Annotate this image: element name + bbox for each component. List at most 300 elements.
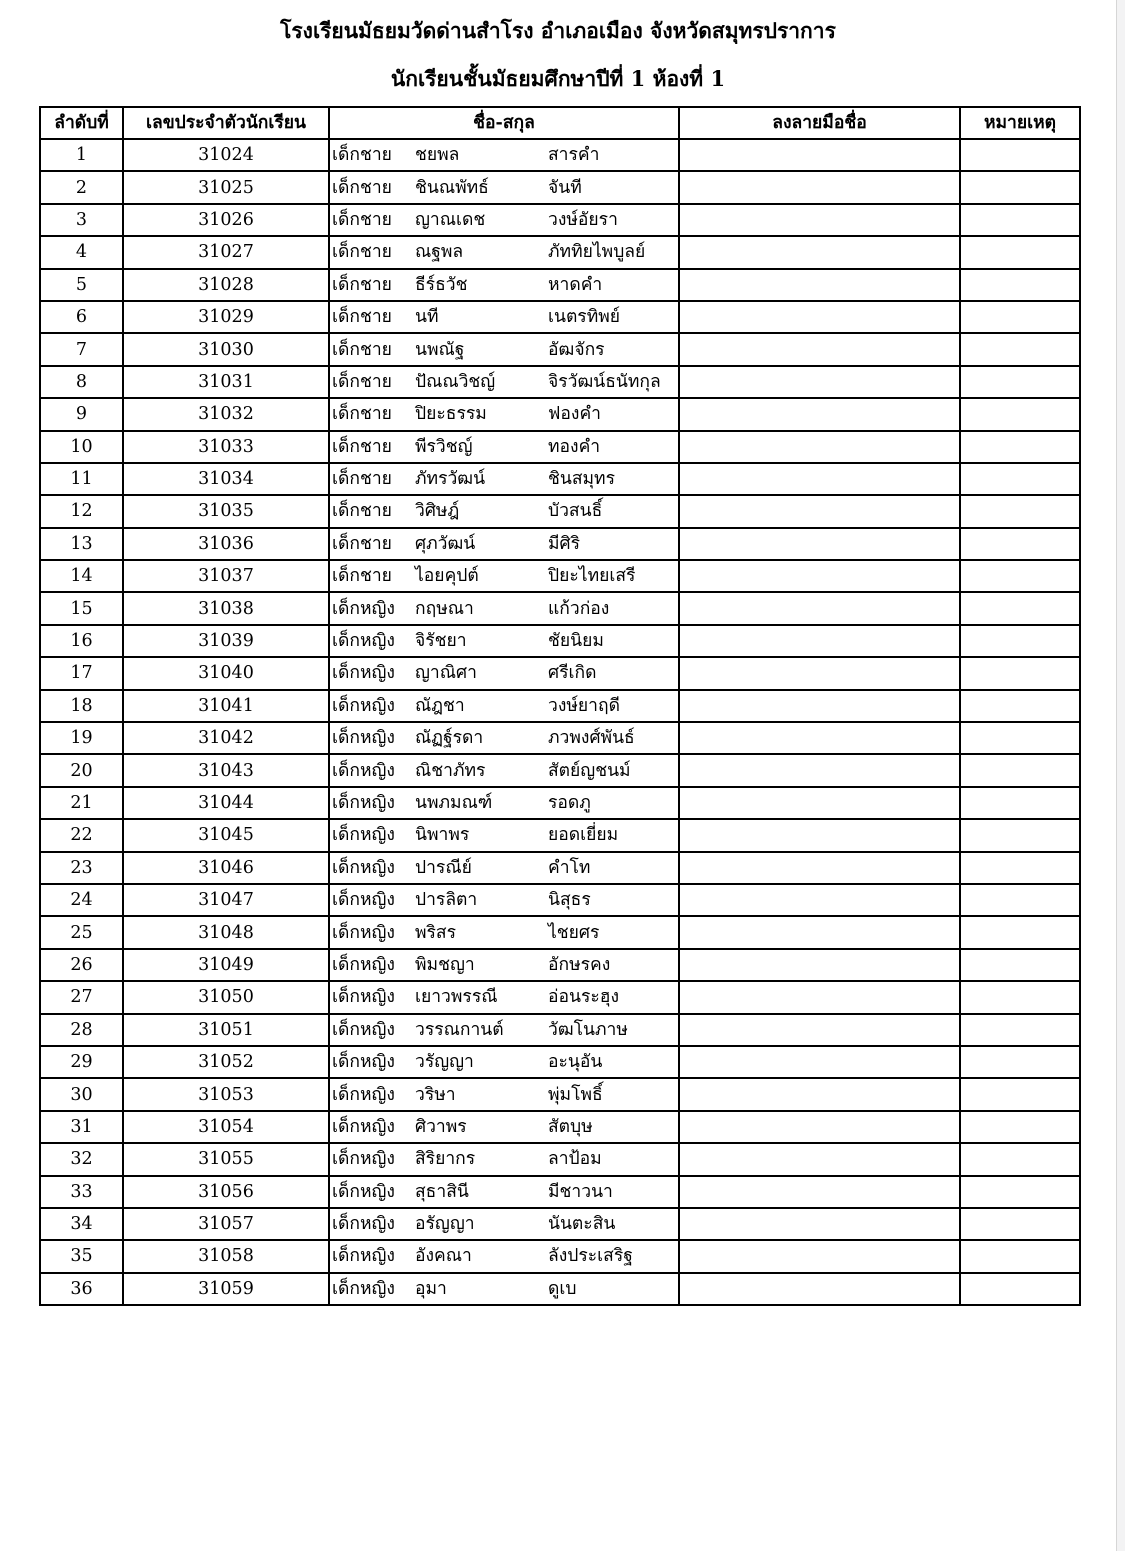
signature-cell[interactable]	[679, 366, 960, 398]
last-name: รอดภู	[548, 793, 591, 813]
remark-cell[interactable]	[960, 1046, 1080, 1078]
last-name: นันตะสิน	[548, 1214, 616, 1235]
row-student-id: 31034	[123, 463, 329, 495]
row-order: 21	[40, 787, 123, 819]
class-subtitle: นักเรียนชั้นมัธยมศึกษาปีที่ 1 ห้องที่ 1	[390, 66, 726, 91]
name-title: เด็กหญิง	[332, 922, 395, 943]
row-order: 13	[40, 528, 123, 560]
name-title: เด็กหญิง	[332, 987, 395, 1008]
first-name: วรรณกานต์	[415, 1019, 504, 1040]
row-order: 17	[40, 657, 123, 689]
row-order: 27	[40, 981, 123, 1013]
remark-cell[interactable]	[960, 852, 1080, 884]
row-order: 15	[40, 592, 123, 624]
signature-cell[interactable]	[679, 333, 960, 365]
remark-cell[interactable]	[960, 139, 1080, 171]
name-title: เด็กหญิง	[332, 1214, 395, 1235]
row-full-name	[329, 1176, 679, 1208]
table-row	[40, 1240, 1080, 1272]
row-full-name	[329, 398, 679, 430]
last-name: อะนุอัน	[548, 1052, 603, 1073]
table-row	[40, 560, 1080, 592]
row-student-id: 31048	[123, 916, 329, 948]
last-name: วงษ์อัยรา	[548, 209, 618, 230]
row-order: 29	[40, 1046, 123, 1078]
first-name: ชยพล	[415, 145, 460, 166]
row-order: 30	[40, 1078, 123, 1110]
row-full-name	[329, 884, 679, 916]
table-row	[40, 1046, 1080, 1078]
remark-cell[interactable]	[960, 1111, 1080, 1143]
row-student-id: 31031	[123, 366, 329, 398]
row-student-id: 31028	[123, 269, 329, 301]
remark-cell[interactable]	[960, 269, 1080, 301]
row-student-id: 31037	[123, 560, 329, 592]
signature-cell[interactable]	[679, 528, 960, 560]
table-row	[40, 528, 1080, 560]
first-name: กฤษณา	[415, 598, 474, 619]
last-name: ทองคำ	[548, 436, 601, 457]
row-student-id: 31036	[123, 528, 329, 560]
row-full-name	[329, 787, 679, 819]
remark-cell[interactable]	[960, 171, 1080, 203]
row-full-name	[329, 754, 679, 786]
last-name: จิรวัฒน์ธนัทกุล	[548, 371, 661, 392]
name-title: เด็กชาย	[332, 436, 392, 457]
row-student-id: 31044	[123, 787, 329, 819]
row-full-name	[329, 204, 679, 236]
remark-cell[interactable]	[960, 754, 1080, 786]
signature-cell[interactable]	[679, 787, 960, 819]
first-name: ปารณีย์	[415, 857, 472, 878]
name-title: เด็กชาย	[332, 469, 392, 490]
table-row	[40, 495, 1080, 527]
row-order: 35	[40, 1240, 123, 1272]
signature-cell[interactable]	[679, 1046, 960, 1078]
row-student-id: 31039	[123, 625, 329, 657]
row-full-name	[329, 1143, 679, 1175]
signature-cell[interactable]	[679, 916, 960, 948]
row-order: 23	[40, 852, 123, 884]
remark-cell[interactable]	[960, 366, 1080, 398]
row-student-id: 31043	[123, 754, 329, 786]
signature-cell[interactable]	[679, 884, 960, 916]
row-full-name	[329, 528, 679, 560]
name-title: เด็กชาย	[332, 274, 392, 295]
row-order: 22	[40, 819, 123, 851]
name-title: เด็กหญิง	[332, 793, 395, 813]
last-name: วัฒโนภาษ	[548, 1019, 628, 1040]
row-full-name	[329, 1208, 679, 1240]
first-name: ชินณพัทธ์	[415, 177, 489, 198]
row-order: 28	[40, 1014, 123, 1046]
first-name: อังคณา	[415, 1246, 472, 1267]
first-name: นพณัฐ	[415, 339, 465, 360]
row-full-name	[329, 916, 679, 948]
table-row	[40, 1078, 1080, 1110]
last-name: คำโท	[548, 857, 591, 878]
first-name: สุธาสินี	[415, 1181, 469, 1202]
row-student-id: 31056	[123, 1176, 329, 1208]
name-title: เด็กชาย	[332, 566, 392, 587]
first-name: เยาวพรรณี	[415, 987, 498, 1008]
row-student-id: 31046	[123, 852, 329, 884]
signature-cell[interactable]	[679, 171, 960, 203]
signature-cell[interactable]	[679, 1240, 960, 1272]
name-title: เด็กหญิง	[332, 1019, 395, 1040]
signature-cell[interactable]	[679, 1111, 960, 1143]
row-order: 32	[40, 1143, 123, 1175]
signature-cell[interactable]	[679, 981, 960, 1013]
name-title: เด็กชาย	[332, 145, 392, 166]
row-full-name	[329, 171, 679, 203]
row-order: 6	[40, 301, 123, 333]
row-student-id: 31053	[123, 1078, 329, 1110]
table-row	[40, 981, 1080, 1013]
name-title: เด็กหญิง	[332, 1181, 395, 1202]
remark-cell[interactable]	[960, 301, 1080, 333]
signature-cell[interactable]	[679, 1014, 960, 1046]
first-name: ปัณณวิชญ์	[415, 371, 496, 392]
remark-cell[interactable]	[960, 884, 1080, 916]
last-name: นิสุธร	[548, 890, 591, 911]
row-full-name	[329, 269, 679, 301]
remark-cell[interactable]	[960, 1014, 1080, 1046]
row-order: 1	[40, 139, 123, 171]
last-name: วงษ์ยาฤดี	[548, 695, 620, 716]
table-row	[40, 463, 1080, 495]
signature-cell[interactable]	[679, 495, 960, 527]
name-title: เด็กหญิง	[332, 728, 395, 749]
first-name: ไอยคุปต์	[415, 566, 479, 587]
remark-cell[interactable]	[960, 1176, 1080, 1208]
row-full-name	[329, 1111, 679, 1143]
row-full-name	[329, 722, 679, 754]
first-name: ญาณิศา	[415, 663, 477, 684]
remark-cell[interactable]	[960, 981, 1080, 1013]
remark-cell[interactable]	[960, 625, 1080, 657]
signature-cell[interactable]	[679, 754, 960, 786]
row-student-id: 31058	[123, 1240, 329, 1272]
row-full-name	[329, 366, 679, 398]
last-name: ไชยศร	[548, 922, 600, 943]
row-student-id: 31029	[123, 301, 329, 333]
signature-cell[interactable]	[679, 852, 960, 884]
first-name: อรัญญา	[415, 1214, 475, 1235]
row-order: 34	[40, 1208, 123, 1240]
signature-cell[interactable]	[679, 1078, 960, 1110]
table-row	[40, 1208, 1080, 1240]
first-name: นพภมณฑ์	[415, 793, 493, 813]
name-title: เด็กหญิง	[332, 1278, 395, 1299]
first-name: ณัฎชา	[415, 695, 465, 716]
signature-cell[interactable]	[679, 690, 960, 722]
name-title: เด็กชาย	[332, 177, 392, 198]
remark-cell[interactable]	[960, 592, 1080, 624]
name-title: เด็กหญิง	[332, 825, 395, 846]
row-order: 19	[40, 722, 123, 754]
remark-cell[interactable]	[960, 528, 1080, 560]
row-student-id: 31050	[123, 981, 329, 1013]
last-name: อ่อนระฮุง	[548, 987, 620, 1008]
remark-cell[interactable]	[960, 463, 1080, 495]
remark-cell[interactable]	[960, 949, 1080, 981]
signature-cell[interactable]	[679, 236, 960, 268]
row-student-id: 31026	[123, 204, 329, 236]
remark-cell[interactable]	[960, 431, 1080, 463]
name-title: เด็กหญิง	[332, 857, 395, 878]
signature-cell[interactable]	[679, 398, 960, 430]
signature-cell[interactable]	[679, 819, 960, 851]
table-row	[40, 1176, 1080, 1208]
row-student-id: 31038	[123, 592, 329, 624]
row-full-name	[329, 592, 679, 624]
signature-cell[interactable]	[679, 625, 960, 657]
table-row	[40, 398, 1080, 430]
row-full-name	[329, 236, 679, 268]
name-title: เด็กหญิง	[332, 760, 395, 781]
last-name: ชินสมุทร	[548, 469, 615, 490]
last-name: ชัยนิยม	[548, 631, 604, 652]
table-row	[40, 171, 1080, 203]
remark-cell[interactable]	[960, 1078, 1080, 1110]
last-name: เนตรทิพย์	[548, 307, 621, 328]
table-row	[40, 592, 1080, 624]
row-order: 26	[40, 949, 123, 981]
name-title: เด็กชาย	[332, 533, 392, 554]
table-row	[40, 722, 1080, 754]
first-name: พิมชญา	[415, 954, 475, 975]
row-student-id: 31052	[123, 1046, 329, 1078]
remark-cell[interactable]	[960, 1240, 1080, 1272]
table-row	[40, 333, 1080, 365]
last-name: อักษรคง	[548, 954, 611, 975]
row-student-id: 31030	[123, 333, 329, 365]
name-title: เด็กชาย	[332, 307, 392, 328]
row-order: 8	[40, 366, 123, 398]
first-name: วิศิษฎ์	[415, 501, 460, 522]
row-order: 16	[40, 625, 123, 657]
last-name: มีศิริ	[548, 533, 581, 554]
signature-cell[interactable]	[679, 592, 960, 624]
table-row	[40, 884, 1080, 916]
table-row	[40, 657, 1080, 689]
table-row	[40, 431, 1080, 463]
remark-cell[interactable]	[960, 1208, 1080, 1240]
row-full-name	[329, 431, 679, 463]
name-title: เด็กหญิง	[332, 695, 395, 716]
row-full-name	[329, 495, 679, 527]
row-full-name	[329, 1046, 679, 1078]
signature-cell[interactable]	[679, 301, 960, 333]
row-student-id: 31045	[123, 819, 329, 851]
row-full-name	[329, 1240, 679, 1272]
last-name: ลาป้อม	[548, 1149, 602, 1170]
row-order: 25	[40, 916, 123, 948]
table-row	[40, 819, 1080, 851]
first-name: ศิวาพร	[415, 1116, 467, 1137]
last-name: หาดคำ	[548, 274, 603, 295]
remark-cell[interactable]	[960, 787, 1080, 819]
row-order: 24	[40, 884, 123, 916]
table-row	[40, 1143, 1080, 1175]
name-title: เด็กชาย	[332, 339, 392, 360]
signature-cell[interactable]	[679, 722, 960, 754]
first-name: ณิชาภัทร	[415, 760, 486, 781]
remark-cell[interactable]	[960, 560, 1080, 592]
name-title: เด็กหญิง	[332, 663, 395, 684]
row-student-id: 31035	[123, 495, 329, 527]
remark-cell[interactable]	[960, 333, 1080, 365]
last-name: ลังประเสริฐ	[548, 1246, 633, 1267]
first-name: สิริยากร	[415, 1149, 476, 1170]
row-order: 31	[40, 1111, 123, 1143]
table-row	[40, 787, 1080, 819]
student-roster-table	[39, 106, 1081, 1306]
signature-cell[interactable]	[679, 1143, 960, 1175]
signature-cell[interactable]	[679, 269, 960, 301]
name-title: เด็กหญิง	[332, 1052, 395, 1073]
row-student-id: 31033	[123, 431, 329, 463]
table-row	[40, 1111, 1080, 1143]
name-title: เด็กชาย	[332, 242, 392, 263]
first-name: ปิยะธรรม	[415, 404, 487, 425]
name-title: เด็กหญิง	[332, 1116, 395, 1137]
row-order: 2	[40, 171, 123, 203]
row-full-name	[329, 690, 679, 722]
last-name: ฟองคำ	[548, 404, 601, 425]
row-order: 36	[40, 1273, 123, 1305]
last-name: จันที	[548, 177, 582, 198]
remark-cell[interactable]	[960, 1143, 1080, 1175]
first-name: นที	[415, 307, 439, 328]
signature-cell[interactable]	[679, 949, 960, 981]
signature-cell[interactable]	[679, 463, 960, 495]
last-name: มีชาวนา	[548, 1181, 613, 1202]
table-row	[40, 1273, 1080, 1305]
remark-cell[interactable]	[960, 722, 1080, 754]
row-student-id: 31059	[123, 1273, 329, 1305]
row-student-id: 31040	[123, 657, 329, 689]
row-full-name	[329, 949, 679, 981]
last-name: ภัททิยไพบูลย์	[548, 242, 646, 263]
last-name: สัตย์ญชนม์	[548, 760, 631, 781]
row-order: 9	[40, 398, 123, 430]
remark-cell[interactable]	[960, 398, 1080, 430]
row-student-id: 31041	[123, 690, 329, 722]
table-row	[40, 949, 1080, 981]
first-name: ภัทรวัฒน์	[415, 469, 486, 490]
school-title: โรงเรียนมัธยมวัดด่านสำโรง อำเภอเมือง จังหวัดสมุทรปราการ	[280, 18, 836, 43]
header-name: ชื่อ-สกุล	[329, 107, 679, 139]
signature-cell[interactable]	[679, 204, 960, 236]
name-title: เด็กชาย	[332, 371, 392, 392]
remark-cell[interactable]	[960, 204, 1080, 236]
remark-cell[interactable]	[960, 1273, 1080, 1305]
table-row	[40, 236, 1080, 268]
last-name: ยอดเยี่ยม	[548, 825, 619, 846]
last-name: ศรีเกิด	[548, 663, 597, 684]
header-remark: หมายเหตุ	[960, 107, 1080, 139]
remark-cell[interactable]	[960, 495, 1080, 527]
row-order: 10	[40, 431, 123, 463]
last-name: ภวพงศ์พันธ์	[548, 728, 635, 749]
row-full-name	[329, 463, 679, 495]
signature-cell[interactable]	[679, 1273, 960, 1305]
first-name: อุมา	[415, 1278, 447, 1299]
last-name: สารคำ	[548, 145, 600, 166]
name-title: เด็กชาย	[332, 404, 392, 425]
header-order: ลำดับที่	[40, 107, 123, 139]
table-row	[40, 852, 1080, 884]
signature-cell[interactable]	[679, 431, 960, 463]
table-row	[40, 754, 1080, 786]
remark-cell[interactable]	[960, 916, 1080, 948]
signature-cell[interactable]	[679, 1176, 960, 1208]
last-name: แก้วก่อง	[548, 598, 610, 619]
name-title: เด็กชาย	[332, 501, 392, 522]
remark-cell[interactable]	[960, 690, 1080, 722]
row-student-id: 31049	[123, 949, 329, 981]
name-title: เด็กหญิง	[332, 598, 395, 619]
first-name: ญาณเดช	[415, 209, 486, 230]
last-name: ปิยะไทยเสรี	[548, 566, 636, 587]
remark-cell[interactable]	[960, 657, 1080, 689]
first-name: ณัฏฐ์รดา	[415, 728, 484, 749]
row-full-name	[329, 819, 679, 851]
row-full-name	[329, 852, 679, 884]
last-name: อัฒจักร	[548, 339, 605, 360]
row-full-name	[329, 560, 679, 592]
table-row	[40, 204, 1080, 236]
row-full-name	[329, 657, 679, 689]
signature-cell[interactable]	[679, 560, 960, 592]
first-name: นิพาพร	[415, 825, 470, 846]
row-student-id: 31057	[123, 1208, 329, 1240]
remark-cell[interactable]	[960, 236, 1080, 268]
row-student-id: 31051	[123, 1014, 329, 1046]
last-name: พุ่มโพธิ์	[548, 1084, 603, 1105]
row-student-id: 31032	[123, 398, 329, 430]
table-row	[40, 625, 1080, 657]
signature-cell[interactable]	[679, 657, 960, 689]
row-order: 18	[40, 690, 123, 722]
first-name: ธีร์ธวัช	[415, 274, 468, 295]
row-student-id: 31042	[123, 722, 329, 754]
row-order: 7	[40, 333, 123, 365]
first-name: วริษา	[415, 1084, 456, 1105]
header-student-id: เลขประจำตัวนักเรียน	[123, 107, 329, 139]
signature-cell[interactable]	[679, 139, 960, 171]
first-name: ศุภวัฒน์	[415, 533, 476, 554]
last-name: บัวสนธิ์	[548, 501, 603, 522]
first-name: ณฐพล	[415, 242, 464, 263]
first-name: ปารลิตา	[415, 890, 478, 911]
last-name: สัตบุษ	[548, 1116, 593, 1137]
row-full-name	[329, 625, 679, 657]
row-order: 5	[40, 269, 123, 301]
first-name: วรัญญา	[415, 1052, 474, 1073]
remark-cell[interactable]	[960, 819, 1080, 851]
row-student-id: 31047	[123, 884, 329, 916]
first-name: พีรวิชญ์	[415, 436, 473, 457]
signature-cell[interactable]	[679, 1208, 960, 1240]
row-student-id: 31025	[123, 171, 329, 203]
row-order: 33	[40, 1176, 123, 1208]
row-full-name	[329, 981, 679, 1013]
row-student-id: 31024	[123, 139, 329, 171]
name-title: เด็กหญิง	[332, 1246, 395, 1267]
